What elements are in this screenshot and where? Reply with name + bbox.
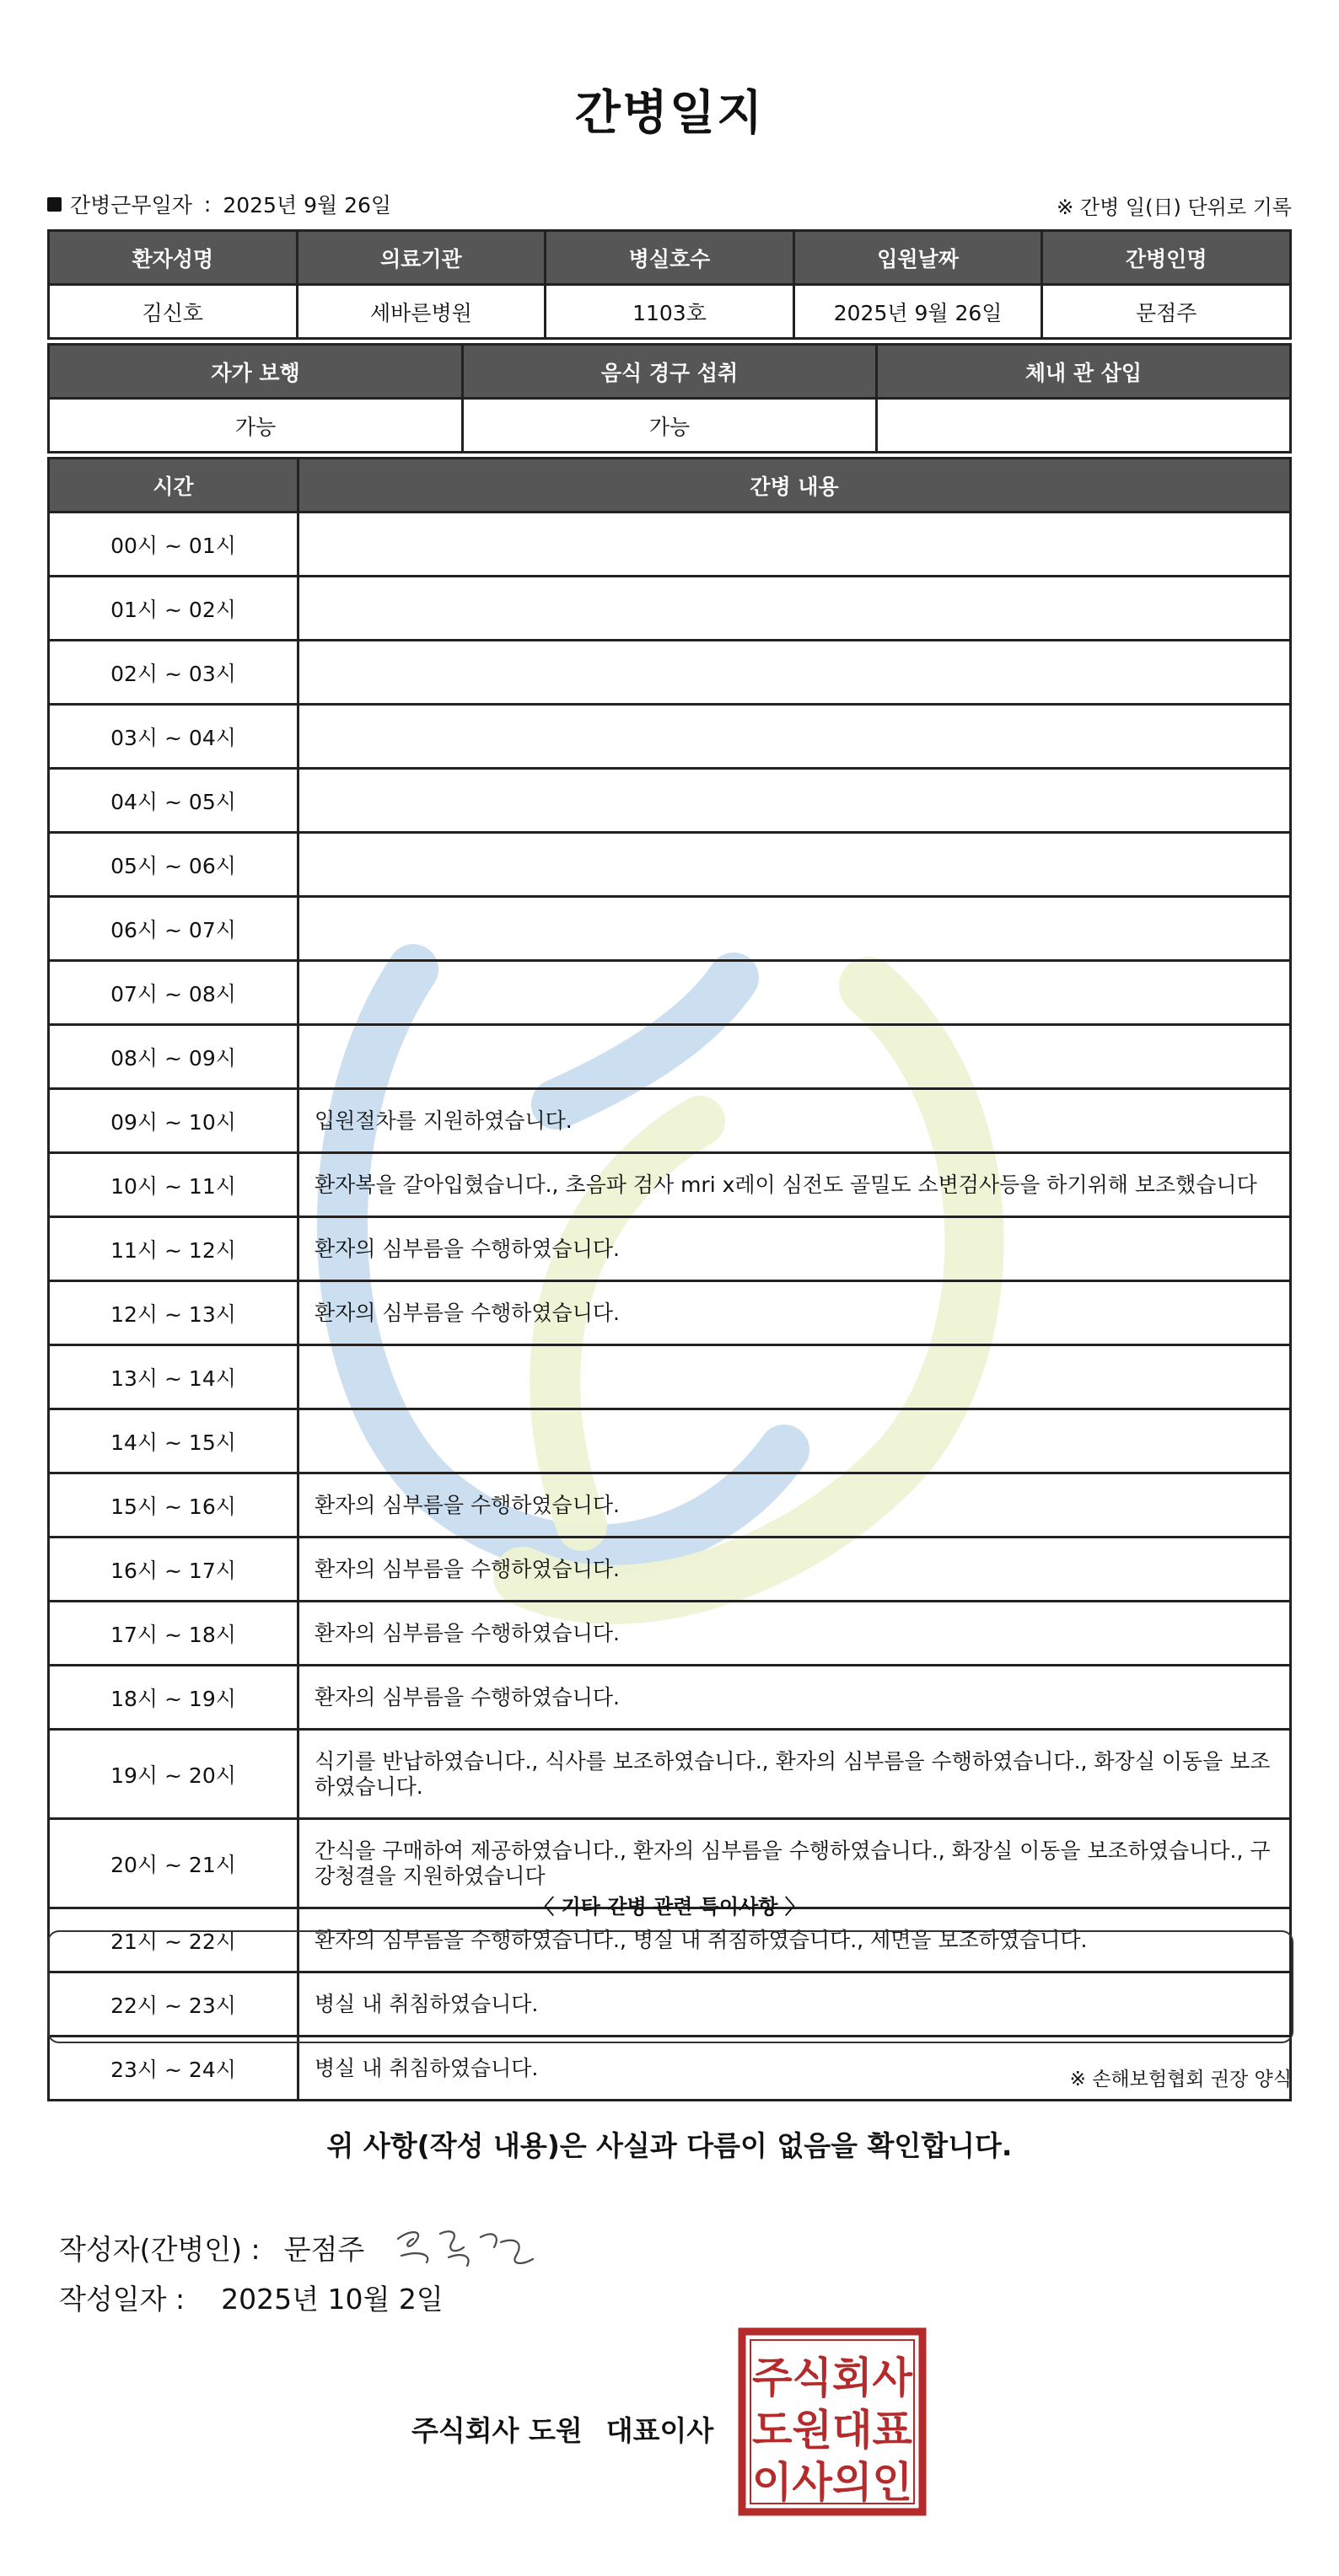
time-cell: 10시 ~ 11시	[49, 1153, 298, 1217]
room-number-value: 1103호	[546, 285, 794, 339]
header-admission-date: 입원날짜	[793, 231, 1042, 285]
work-date-value: 2025년 9월 26일	[223, 193, 392, 217]
patient-name-value: 김신호	[49, 285, 298, 339]
hospital-value: 세바른병원	[297, 285, 546, 339]
time-cell: 05시 ~ 06시	[49, 833, 298, 897]
time-cell: 03시 ~ 04시	[49, 705, 298, 769]
header-caregiver-name: 간병인명	[1042, 231, 1291, 285]
patient-status-table	[47, 343, 1292, 453]
patient-info-table	[47, 229, 1292, 340]
time-cell: 07시 ~ 08시	[49, 961, 298, 1025]
table-row	[49, 1217, 1291, 1281]
table-row	[49, 641, 1291, 705]
admission-date-value: 2025년 9월 26일	[793, 285, 1042, 339]
time-cell: 04시 ~ 05시	[49, 769, 298, 833]
time-cell: 20시 ~ 21시	[49, 1819, 298, 1908]
writer-line	[59, 2214, 550, 2281]
bullet-square-icon	[47, 197, 62, 212]
content-cell	[298, 1409, 1291, 1473]
special-notes-box	[47, 1930, 1293, 2043]
form-source-note: ※ 손해보험협회 권장 양식	[1069, 2069, 1292, 2090]
content-cell	[298, 961, 1291, 1025]
content-cell: 환자의 심부름을 수행하였습니다.	[298, 1217, 1291, 1281]
tube-insertion-value	[877, 399, 1291, 453]
table-row	[49, 961, 1291, 1025]
time-cell: 02시 ~ 03시	[49, 641, 298, 705]
time-cell: 12시 ~ 13시	[49, 1281, 298, 1345]
time-cell: 01시 ~ 02시	[49, 577, 298, 641]
written-date-line	[59, 2278, 444, 2317]
written-date-value: 2025년 10월 2일	[221, 2283, 444, 2316]
header-patient-name: 환자성명	[49, 231, 298, 285]
svg-text:이사의인: 이사의인	[752, 2458, 912, 2507]
time-cell: 14시 ~ 15시	[49, 1409, 298, 1473]
content-cell: 환자의 심부름을 수행하였습니다., 병실 내 취침하였습니다., 세면을 보조하였습니다.	[298, 1908, 1291, 1972]
header-oral-intake: 음식 경구 섭취	[463, 345, 877, 399]
content-cell	[298, 577, 1291, 641]
time-cell: 22시 ~ 23시	[49, 1972, 298, 2037]
company-name: 주식회사 도원	[411, 2414, 583, 2447]
self-walking-value: 가능	[49, 399, 463, 453]
company-signature-line	[411, 2409, 713, 2449]
time-cell: 13시 ~ 14시	[49, 1345, 298, 1409]
header-time: 시간	[49, 459, 298, 513]
table-row	[49, 1409, 1291, 1473]
table-row	[49, 513, 1291, 577]
company-role: 대표이사	[605, 2414, 714, 2447]
time-cell: 21시 ~ 22시	[49, 1908, 298, 1972]
work-date-line	[47, 189, 391, 219]
page-title: 간병일지	[574, 86, 765, 141]
content-cell: 환자복을 갈아입혔습니다., 초음파 검사 mri x레이 심전도 골밀도 소변검사등을 하기위해 보조했습니다	[298, 1153, 1291, 1217]
table-row	[49, 1538, 1291, 1602]
work-date-label: 간병근무일자	[70, 193, 192, 217]
time-cell: 17시 ~ 18시	[49, 1602, 298, 1666]
header-self-walking: 자가 보행	[49, 345, 463, 399]
time-cell: 23시 ~ 24시	[49, 2037, 298, 2101]
time-cell: 19시 ~ 20시	[49, 1730, 298, 1819]
table-row	[49, 577, 1291, 641]
content-cell	[298, 1025, 1291, 1089]
oral-intake-value: 가능	[463, 399, 877, 453]
content-cell: 병실 내 취침하였습니다.	[298, 2037, 1291, 2101]
content-cell	[298, 897, 1291, 961]
table-row	[49, 1602, 1291, 1666]
time-cell: 00시 ~ 01시	[49, 513, 298, 577]
table-row	[49, 705, 1291, 769]
table-row	[49, 1089, 1291, 1153]
table-row	[49, 1730, 1291, 1819]
content-cell	[298, 705, 1291, 769]
content-cell: 환자의 심부름을 수행하였습니다.	[298, 1666, 1291, 1730]
content-cell: 환자의 심부름을 수행하였습니다.	[298, 1602, 1291, 1666]
content-cell: 입원절차를 지원하였습니다.	[298, 1089, 1291, 1153]
time-cell: 09시 ~ 10시	[49, 1089, 298, 1153]
record-unit-note: ※ 간병 일(日) 단위로 기록	[1057, 196, 1292, 219]
time-cell: 18시 ~ 19시	[49, 1666, 298, 1730]
table-row	[49, 1153, 1291, 1217]
writer-label: 작성자(간병인) :	[59, 2232, 261, 2266]
content-cell: 환자의 심부름을 수행하였습니다.	[298, 1538, 1291, 1602]
time-cell: 11시 ~ 12시	[49, 1217, 298, 1281]
header-tube-insertion: 체내 관 삽입	[877, 345, 1291, 399]
table-row	[49, 769, 1291, 833]
content-cell	[298, 513, 1291, 577]
table-row	[49, 1473, 1291, 1538]
svg-text:주식회사: 주식회사	[752, 2353, 913, 2402]
content-cell: 병실 내 취침하였습니다.	[298, 1972, 1291, 2037]
content-cell	[298, 641, 1291, 705]
hourly-care-log-table	[47, 457, 1292, 2101]
content-cell	[298, 833, 1291, 897]
content-cell: 환자의 심부름을 수행하였습니다.	[298, 1473, 1291, 1538]
time-cell: 15시 ~ 16시	[49, 1473, 298, 1538]
content-cell	[298, 769, 1291, 833]
table-row	[49, 897, 1291, 961]
content-cell: 식기를 반납하였습니다., 식사를 보조하였습니다., 환자의 심부름을 수행하였습니다., 화장실 이동을 보조하였습니다.	[298, 1730, 1291, 1819]
handwritten-signature-icon	[390, 2214, 550, 2281]
work-date-separator: :	[203, 191, 212, 217]
confirmation-statement: 위 사항(작성 내용)은 사실과 다름이 없음을 확인합니다.	[326, 2129, 1013, 2162]
content-cell: 간식을 구매하여 제공하였습니다., 환자의 심부름을 수행하였습니다., 화장실 이동을 보조하였습니다., 구강청결을 지원하였습니다	[298, 1819, 1291, 1908]
header-hospital: 의료기관	[297, 231, 546, 285]
table-row	[49, 1666, 1291, 1730]
table-row	[49, 1281, 1291, 1345]
table-row	[49, 1025, 1291, 1089]
time-cell: 06시 ~ 07시	[49, 897, 298, 961]
content-cell	[298, 1345, 1291, 1409]
header-care-content: 간병 내용	[298, 459, 1291, 513]
table-row	[49, 1345, 1291, 1409]
header-room-number: 병실호수	[546, 231, 794, 285]
written-date-label: 작성일자 :	[59, 2283, 186, 2316]
table-row	[49, 833, 1291, 897]
special-notes-label: 〈 기타 간병 관련 특이사항 〉	[534, 1895, 805, 1919]
content-cell: 환자의 심부름을 수행하였습니다.	[298, 1281, 1291, 1345]
time-cell: 08시 ~ 09시	[49, 1025, 298, 1089]
svg-text:도원대표: 도원대표	[752, 2406, 913, 2455]
caregiver-name-value: 문점주	[1042, 285, 1291, 339]
writer-name: 문점주	[283, 2232, 365, 2266]
company-seal-icon	[737, 2326, 928, 2517]
time-cell: 16시 ~ 17시	[49, 1538, 298, 1602]
